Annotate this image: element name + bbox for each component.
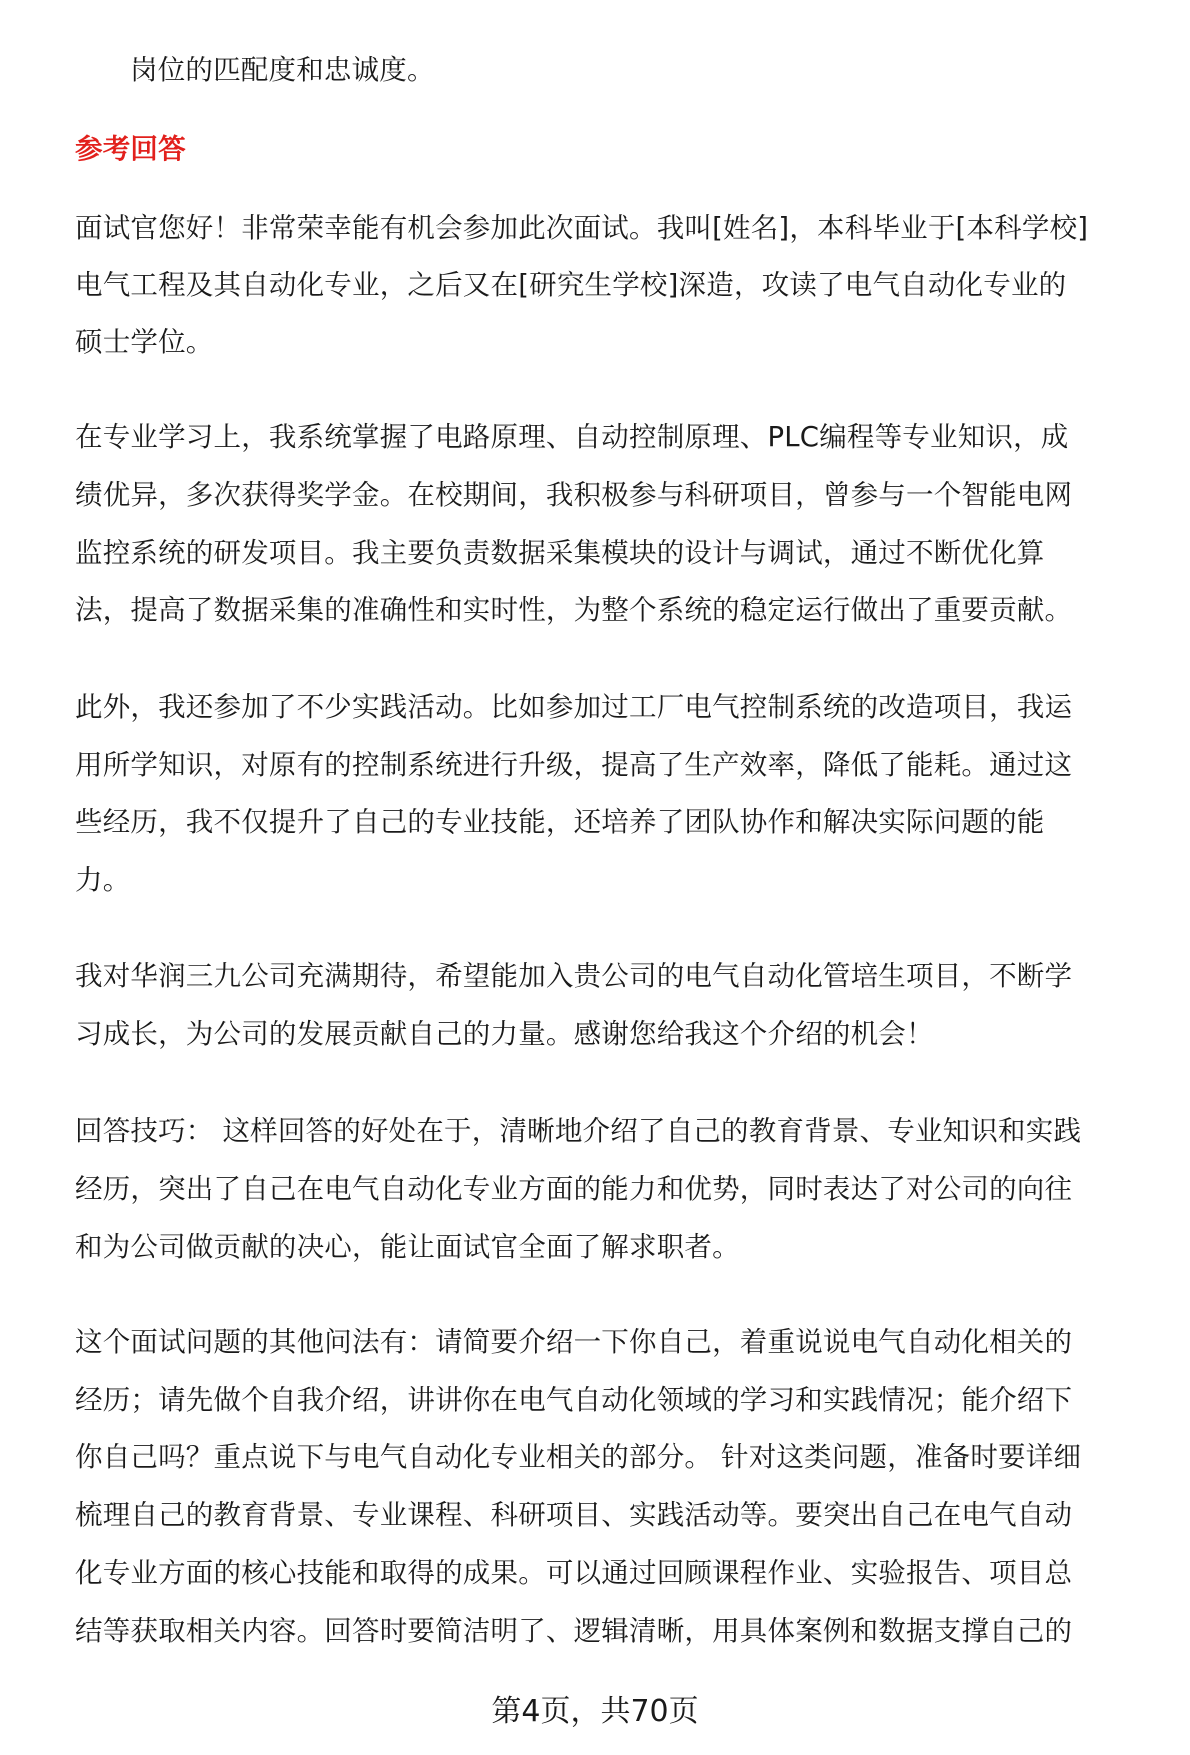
paragraph-line: 这个面试问题的其他问法有：请简要介绍一下你自己，着重说说电气自动化相关的 [75,1326,1073,1358]
paragraph-line: 在专业学习上，我系统掌握了电路原理、自动控制原理、PLC编程等专业知识，成 [75,421,1069,453]
paragraph-line: 些经历，我不仅提升了自己的专业技能，还培养了团队协作和解决实际问题的能 [75,806,1045,838]
paragraph-line: 结等获取相关内容。回答时要简洁明了、逻辑清晰，用具体案例和数据支撑自己的 [75,1615,1073,1647]
paragraph-line: 经历；请先做个自我介绍，讲讲你在电气自动化领域的学习和实践情况；能介绍下 [75,1384,1073,1416]
paragraph-line: 此外，我还参加了不少实践活动。比如参加过工厂电气控制系统的改造项目，我运 [75,691,1073,723]
paragraph-line: 电气工程及其自动化专业，之后又在[研究生学校]深造，攻读了电气自动化专业的 [75,269,1067,301]
paragraph-line: 梳理自己的教育背景、专业课程、科研项目、实践活动等。要突出自己在电气自动 [75,1499,1073,1531]
paragraph-line: 化专业方面的核心技能和取得的成果。可以通过回顾课程作业、实验报告、项目总 [75,1557,1073,1589]
paragraph-line: 面试官您好！非常荣幸能有机会参加此次面试。我叫[姓名]，本科毕业于[本科学校] [75,212,1089,244]
paragraph-line: 我对华润三九公司充满期待，希望能加入贵公司的电气自动化管培生项目，不断学 [75,960,1073,992]
paragraph-line: 法，提高了数据采集的准确性和实时性，为整个系统的稳定运行做出了重要贡献。 [75,594,1073,626]
paragraph-line: 监控系统的研发项目。我主要负责数据采集模块的设计与调试，通过不断优化算 [75,537,1045,569]
paragraph-line: 回答技巧： 这样回答的好处在于，清晰地介绍了自己的教育背景、专业知识和实践 [75,1115,1082,1147]
paragraph-line: 绩优异，多次获得奖学金。在校期间，我积极参与科研项目，曾参与一个智能电网 [75,479,1073,511]
section-heading: 参考回答 [75,133,186,165]
page-number: 第4页，共70页 [491,1694,699,1729]
paragraph-line: 力。 [75,864,131,896]
paragraph-line: 硕士学位。 [75,326,214,358]
paragraph-line: 你自己吗？重点说下与电气自动化专业相关的部分。 针对这类问题，准备时要详细 [75,1441,1082,1473]
paragraph-line: 和为公司做贡献的决心，能让面试官全面了解求职者。 [75,1231,740,1263]
paragraph-line: 经历，突出了自己在电气自动化专业方面的能力和优势，同时表达了对公司的向往 [75,1173,1073,1205]
paragraph-line: 习成长，为公司的发展贡献自己的力量。感谢您给我这个介绍的机会！ [75,1018,934,1050]
paragraph-line: 用所学知识，对原有的控制系统进行升级，提高了生产效率，降低了能耗。通过这 [75,749,1073,781]
continued-line: 岗位的匹配度和忠诚度。 [130,54,435,86]
